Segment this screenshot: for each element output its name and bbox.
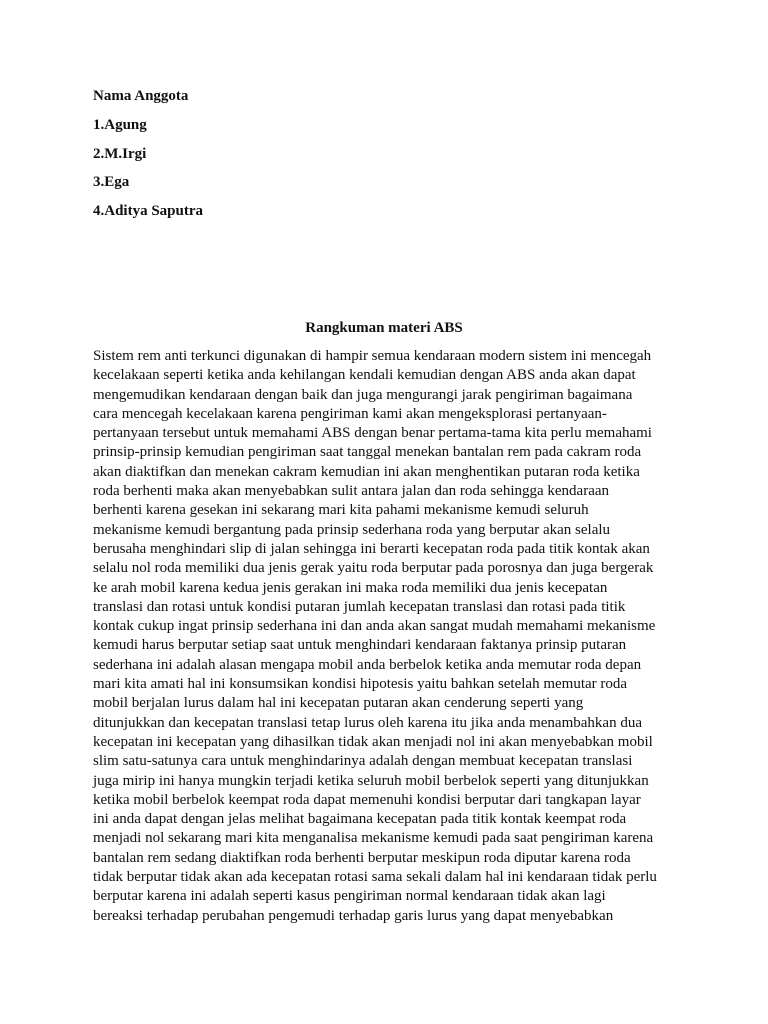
member-item: 1.Agung: [93, 116, 147, 133]
body-line: mobil berjalan lurus dalam hal ini kecepatan putaran akan cenderung seperti yang: [93, 695, 584, 712]
body-line: ketika mobil berbelok keempat roda dapat memenuhi kondisi berputar dari tangkapan layar: [93, 791, 641, 808]
body-line: mari kita amati hal ini konsumsikan kondisi hipotesis yaitu bahkan setelah memutar roda: [93, 676, 628, 693]
member-item: 3.Ega: [93, 174, 130, 191]
body-line: ini anda dapat dengan jelas melihat bagaimana kecepatan pada titik kontak keempat roda: [93, 811, 627, 828]
body-paragraph: [93, 347, 693, 926]
body-line: translasi dan rotasi untuk kondisi putaran jumlah kecepatan translasi dan rotasi pada titik: [93, 598, 626, 615]
body-line: berusaha menghindari slip di jalan sehingga ini berarti kecepatan roda pada titik kontak akan: [93, 540, 650, 557]
body-line: bereaksi terhadap perubahan pengemudi terhadap garis lurus yang dapat menyebabkan: [93, 907, 614, 924]
body-line: selalu nol roda memiliki dua jenis gerak yaitu roda berputar pada porosnya dan juga bergerak: [93, 560, 654, 577]
body-line: kontak cukup ingat prinsip sederhana ini dan anda akan sangat mudah memahami mekanisme: [93, 618, 656, 635]
body-line: prinsip-prinsip kemudian pengiriman saat tanggal menekan bantalan rem pada cakram roda: [93, 444, 642, 461]
body-line: ke arah mobil karena kedua jenis gerakan ini maka roda memiliki dua jenis kecepatan: [93, 579, 608, 596]
body-line: slim satu-satunya cara untuk menghindarinya adalah dengan membuat kecepatan translasi: [93, 753, 633, 770]
body-line: cara mencegah kecelakaan karena pengiriman kami akan mengeksplorasi pertanyaan-: [93, 405, 607, 422]
member-item: 2.M.Irgi: [93, 145, 147, 162]
body-line: berhenti karena gesekan ini sekarang mari kita pahami mekanisme kemudi seluruh: [93, 502, 589, 519]
body-line: menjadi nol sekarang mari kita menganalisa mekanisme kemudi pada saat pengiriman karena: [93, 830, 654, 847]
body-line: mekanisme kemudi bergantung pada prinsip sederhana roda yang berputar akan selalu: [93, 521, 611, 538]
body-line: tidak berputar tidak akan ada kecepatan rotasi sama sekali dalam hal ini kendaraan tidak perlu: [93, 869, 657, 886]
body-line: kecelakaan seperti ketika anda kehilangan kendali kemudian dengan ABS anda akan dapat: [93, 367, 636, 384]
body-line: sederhana ini adalah alasan mengapa mobil anda berbelok ketika anda memutar roda depan: [93, 656, 642, 673]
member-item: 4.Aditya Saputra: [93, 203, 204, 220]
body-line: Sistem rem anti terkunci digunakan di hampir semua kendaraan modern sistem ini mencegah: [93, 348, 652, 364]
body-line: juga mirip ini hanya mungkin terjadi ketika seluruh mobil berbelok seperti yang ditunjukkan: [93, 772, 649, 789]
body-line: ditunjukkan dan kecepatan translasi tetap lurus oleh karena itu jika anda menambahkan dua: [93, 714, 642, 731]
body-line: pertanyaan tersebut untuk memahami ABS dengan benar pertama-tama kita perlu memahami: [93, 425, 652, 442]
body-line: berputar karena ini adalah seperti kasus pengiriman normal kendaraan tidak akan lagi: [93, 888, 606, 905]
body-line: kecepatan ini kecepatan yang dihasilkan tidak akan menjadi nol ini akan menyebabkan mobil: [93, 733, 653, 750]
body-line: kemudi harus berputar setiap saat untuk menghindari kendaraan faktanya prinsip putaran: [93, 637, 627, 654]
body-line: mengemudikan kendaraan dengan baik dan juga mengurangi jarak pengiriman bagaimana: [93, 386, 633, 403]
member-list-heading: Nama Anggota: [93, 88, 189, 104]
member-list: [93, 87, 493, 231]
body-line: bantalan rem sedang diaktifkan roda berhenti berputar meskipun roda diputar karena roda: [93, 849, 631, 866]
body-line: akan diaktifkan dan menekan cakram kemudian ini akan menghentikan putaran roda ketika: [93, 463, 640, 480]
body-line: roda berhenti maka akan menyebabkan sulit antara jalan dan roda sehingga kendaraan: [93, 483, 610, 500]
document-title: Rangkuman materi ABS: [305, 320, 463, 336]
